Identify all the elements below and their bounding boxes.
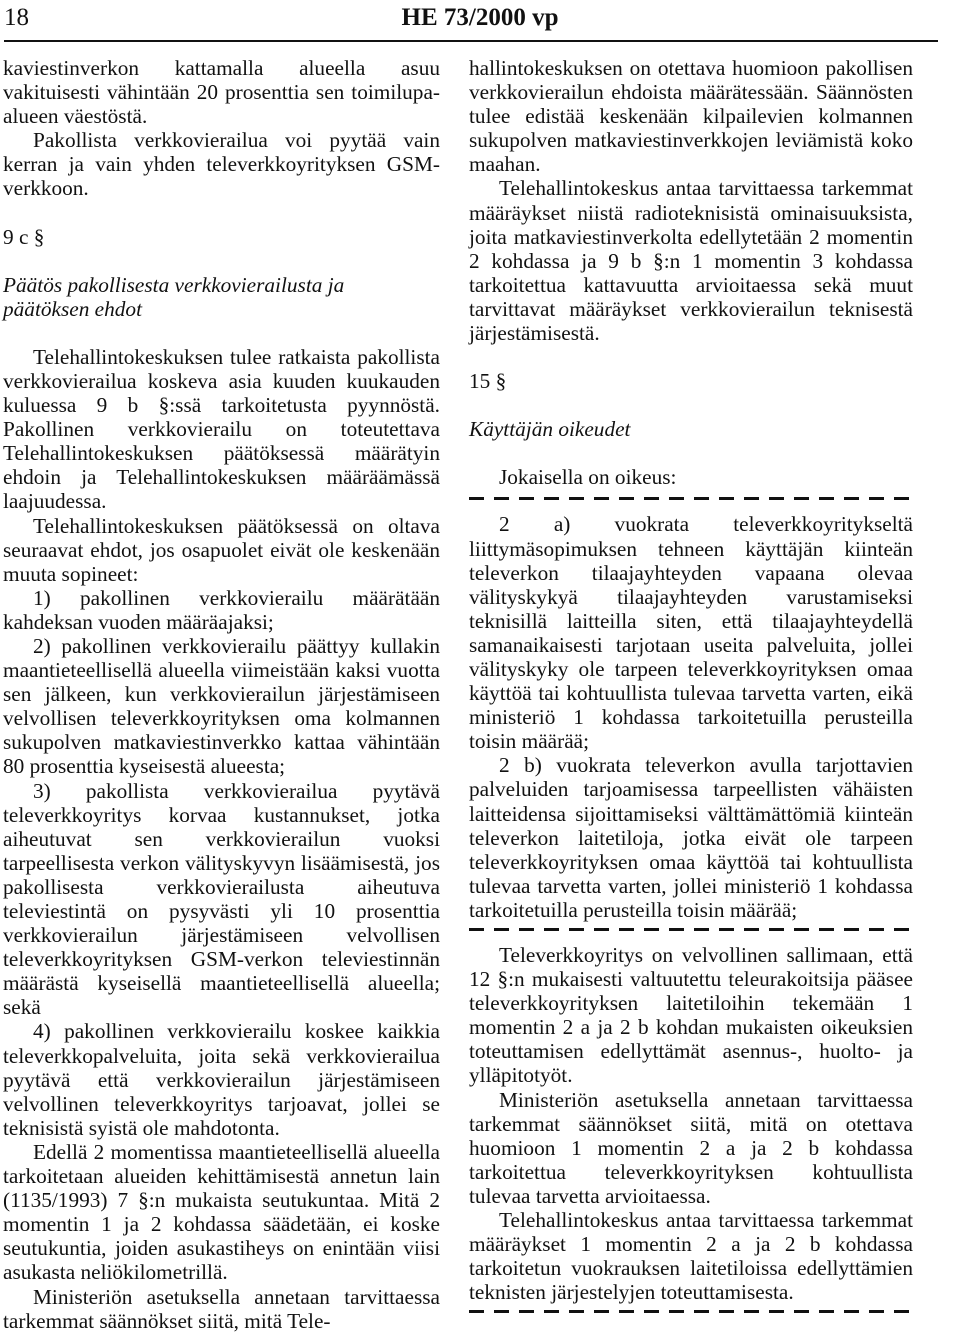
list-item: 3) pakollista verkkovierailua pyytävä televerkkoyritys korvaa kustannukset, jotka aiheutuvat sen verkkovierailun vuoksi tarpeellisesta verkon välityskyvyn lisäämisestä, jos pakollisesta verkkovierailusta aiheutuva televiestintä on pysyvästi yli 10 prosenttia verkkovierailun järjestämiseen velvollisen televerkkoyrityksen GSM-verkon televiestinnän määrästä kyseisellä maantieteellisellä alueella; sekä xyxy=(3,778,440,1020)
paragraph: Telehallintokeskuksen päätöksessä on oltava seuraavat ehdot, jos osapuolet eivät ole keskenään muuta sopineet: xyxy=(3,513,440,586)
paragraph: Televerkkoyritys on velvollinen sallimaan, että 12 §:n mukaisesti valtuutettu teleurakoitsija pääsee televerkkoyrityksen laitetiloihin tekemään 1 momentin 2 a ja 2 b kohdan mukaisten oikeuksien toteuttamisen edellyttämät asennus-, huolto- ja ylläpitotyöt. xyxy=(469,943,913,1088)
section-number: 9 c § xyxy=(3,224,45,249)
list-item: 2 b) vuokrata televerkon avulla tarjottavien palveluiden tarjoamisessa tarpeellisten vähäisten laitteidensa sijoittamiseksi välttämättömiä kiinteän televerkon laitetiloja, jotka eivät ole tarpeen televerkkoyrityksen omaa käyttöä tai kohtuullista tulevaa tarvetta varten, jollei ministeriö 1 kohdassa tarkoitetuilla perusteilla toisin määrää; xyxy=(469,753,913,922)
paragraph: Edellä 2 momentissa maantieteellisellä alueella tarkoitetaan alueiden kehittämisestä annetun lain (1135/1993) 7 §:n mukaista seutukuntaa. Mitä 2 momentin 1 ja 2 kohdassa säädetään, ei koske seutukuntia, joiden asukastiheys on enintään viisi asukasta neliökilometrillä. xyxy=(3,1139,440,1285)
list-item: 2 a) vuokrata televerkkoyritykseltä liittymäsopimuksen tehneen käyttäjän kiinteän televerkon tilaajayhteyden vapaana olevaa välityskykyä tilaajayhteyden varustamiseksi teknisillä laitteilla siten, että tilaajayhteydellä samanaikaisesti tarjotaan useita palveluita, jollei välityskyky ole tarpeen televerkkoyrityksen omaa käyttöä tai kohtuullista tulevaa tarvetta varten, eikä ministeriö 1 kohdassa tarkoitetuilla perusteilla toisin määrää; xyxy=(469,512,913,754)
section-title: päätöksen ehdot xyxy=(3,296,142,321)
list-item: 1) pakollinen verkkovierailu määrätään kahdeksan vuoden määräajaksi; xyxy=(3,585,440,634)
paragraph: Jokaisella on oikeus: xyxy=(499,465,677,490)
paragraph: Ministeriön asetuksella annetaan tarvittaessa tarkemmat säännökset siitä, mitä on otettava huomioon 1 momentin 2 a ja 2 b kohdassa tarkoitettua televerkkoyrityksen kohtuullista tulevaa tarvetta arvioitaessa. xyxy=(469,1087,913,1208)
paragraph: Telehallintokeskuksen tulee ratkaista pakollista verkkovierailua koskeva asia kuuden kuukauden kuluessa 9 b §:ssä tarkoitetusta pyynnöstä. Pakollinen verkkovierailu on toteutettava Telehallintokeskuksen päätöksessä määrätyin ehdoin ja Telehallintokeskuksen määräämässä laajuudessa. xyxy=(3,344,440,514)
section-number: 15 § xyxy=(469,369,507,394)
section-title: Käyttäjän oikeudet xyxy=(469,417,631,442)
paragraph: Ministeriön asetuksella annetaan tarvittaessa tarkemmat säännökset siitä, mitä Tele- xyxy=(3,1284,440,1333)
paragraph: Pakollista verkkovierailua voi pyytää vain kerran ja vain yhden televerkkoyrityksen GSM-verkkoon. xyxy=(3,128,440,201)
page-header xyxy=(0,0,960,40)
left-column xyxy=(3,56,440,1333)
header-rule xyxy=(4,40,938,42)
document-id: HE 73/2000 vp xyxy=(401,4,559,31)
paragraph: kaviestinverkon kattamalla alueella asuu vakituisesti vähintään 20 prosenttia sen toimilupa-alueen väestöstä. xyxy=(3,56,440,129)
omission-dashes xyxy=(469,1310,913,1313)
section-title: Päätös pakollisesta verkkovierailusta ja xyxy=(3,272,345,297)
paragraph: Telehallintokeskus antaa tarvittaessa tarkemmat määräykset niistä radioteknisistä ominaisuuksista, joita matkaviestinverkolta edellytetään 2 momentin 2 kohdassa ja 9 b §:n 1 momentin 3 kohdassa tarkoitettua kattavuutta arvioitaessa sekä muut tarvittavat määräykset verkkovierailun teknisestä järjestämisestä. xyxy=(469,176,913,346)
omission-dashes xyxy=(469,497,913,500)
paragraph: hallintokeskuksen on otettava huomioon pakollisen verkkovierailun ehdoista määrätessään. Säännösten tulee edistää keskenään kilpailevien kolmannen sukupolven matkaviestinverkkojen leviämistä koko maahan. xyxy=(469,56,913,177)
list-item: 2) pakollinen verkkovierailu päättyy kullakin maantieteellisellä alueella viimeistään kaksi vuotta sen jälkeen, kun verkkovierailun järjestämiseen velvollisen televerkkoyrityksen oma kolmannen sukupolven matkaviestinverkko kattaa vähintään 80 prosenttia kyseisestä alueesta; xyxy=(3,633,440,779)
list-item: 4) pakollinen verkkovierailu koskee kaikkia televerkkopalveluita, joita sekä verkkovierailua pyytävä että verkkovierailun järjestämiseen velvollinen televerkkoyritys tarjoavat, jollei se teknisistä syistä ole mahdotonta. xyxy=(3,1019,440,1140)
page-number: 18 xyxy=(4,4,29,31)
paragraph: Telehallintokeskus antaa tarvittaessa tarkemmat määräykset 1 momentin 2 a ja 2 b kohdassa tarkoitetun vuokrauksen laitetiloissa edellyttämien teknisten järjestelyjen toteuttamisesta. xyxy=(469,1208,913,1305)
omission-dashes xyxy=(469,928,913,931)
right-column xyxy=(469,56,913,1325)
